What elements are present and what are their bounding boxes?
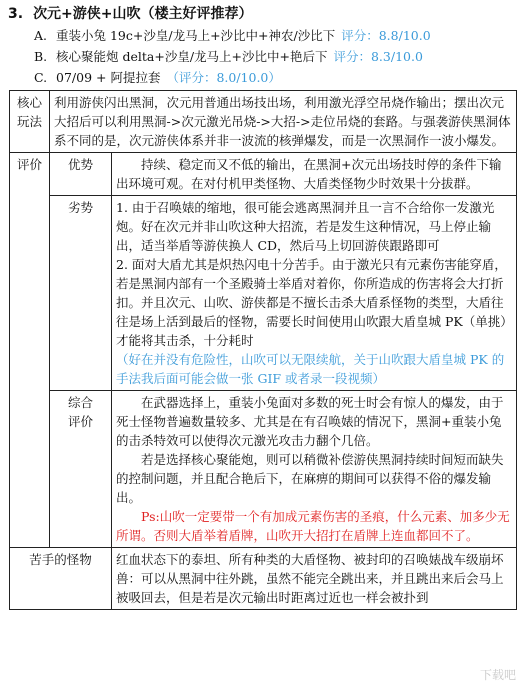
option-letter: B. <box>34 49 48 64</box>
advantage-paragraph: 持续、稳定而又不低的输出，在黑洞+次元出场技时停的条件下输出环境可观。在对付机甲类怪物、大盾类怪物少时效果十分拔群。 <box>116 157 502 191</box>
core-label: 核心玩法 <box>10 91 50 153</box>
option-score: 评分：8.8/10.0 <box>341 28 431 43</box>
evaluation-table <box>9 90 517 610</box>
disadvantage-note: （好在并没有危险性，山吹可以无限续航，关于山吹跟大盾皇城 PK 的手法我后面可能会做一张 GIF 或者录一段视频） <box>116 352 505 386</box>
core-text <box>50 91 517 153</box>
table-row <box>10 548 517 610</box>
summary-text <box>112 391 517 548</box>
summary-label <box>50 391 112 548</box>
option-b <box>34 48 423 66</box>
core-paragraph: 利用游侠闪出黑洞，次元用普通出场技出场，利用激光浮空吊烧作输出；摆出次元大招后可以利用黑洞->次元激光吊烧->大招->走位吊烧的套路。与强袭游侠黑洞体系不同的是，次元游侠体系并非一波流的核弹爆发，而是一次黑洞作一波小爆发。 <box>54 95 511 148</box>
option-letter: C. <box>34 70 48 85</box>
advantage-label: 优势 <box>50 153 112 196</box>
option-score: （评分：8.0/10.0） <box>166 70 281 85</box>
option-text: 重装小兔 19c+沙皇/龙马上+沙比中+神农/沙比下 <box>56 28 336 43</box>
section-heading <box>8 4 253 24</box>
eval-label: 评价 <box>10 153 50 548</box>
watermark-text: 下载吧 <box>479 668 516 682</box>
disadvantage-label: 劣势 <box>50 196 112 391</box>
summary-ps-note: Ps:山吹一定要带一个有加成元素伤害的圣痕，什么元素、加多少无所谓。否则大盾举着盾牌，山吹开大招打在盾牌上连血都回不了。 <box>116 509 510 543</box>
option-text: 核心聚能炮 delta+沙皇/龙马上+沙比中+艳后下 <box>56 49 328 64</box>
summary-paragraph-2: 若是选择核心聚能炮，则可以稍微补偿游侠黑洞持续时间短而缺失的控制问题，并且配合艳后下，在麻痹的期间可以获得不俗的爆发输出。 <box>116 452 504 505</box>
summary-label-line-1: 综合 <box>67 395 93 410</box>
weak-monsters-label: 苦手的怪物 <box>10 548 112 610</box>
summary-label-line-2: 评价 <box>67 414 93 429</box>
option-c <box>34 69 281 87</box>
table-row <box>10 391 517 548</box>
disadvantage-text <box>112 196 517 391</box>
section-number: 3. <box>8 6 24 22</box>
table-row <box>10 153 517 196</box>
weak-monsters-paragraph: 红血状态下的泰坦、所有种类的大盾怪物、被封印的召唤婊战车级崩坏兽：可以从黑洞中往外跳，虽然不能完全跳出来，并且跳出来后会马上被吸回去，但是若是次元输出时距离过近也一样会被扑到 <box>116 552 504 605</box>
option-a <box>34 27 431 45</box>
disadvantage-point-2: 2. 面对大盾尤其是炽热闪电十分苦手。由于激光只有元素伤害能穿盾，若是黑洞内部有一个圣殿骑士举盾对着你，你所造成的伤害将会大打折扣。并且次元、山吹、游侠都是不擅长击杀大盾系怪物的类型，大盾往往是场上活到最后的怪物，需要长时间使用山吹跟大盾皇城 PK（单挑）才能将其击杀，十分耗时 <box>116 257 507 348</box>
summary-paragraph-1: 在武器选择上，重装小兔面对多数的死士时会有惊人的爆发，由于死士怪物普遍数量较多、尤其是在有召唤婊的情况下，黑洞+重装小兔的击杀特效可以使得次元激光攻击力翻个几倍。 <box>116 395 504 448</box>
weak-monsters-text <box>112 548 517 610</box>
section-title: 次元+游侠+山吹（楼主好评推荐） <box>33 6 253 22</box>
disadvantage-point-1: 1. 由于召唤婊的缩地，很可能会逃离黑洞并且一言不合给你一发激光炮。好在次元并非山吹这种大招流，若是发生这种情况，马上停止输出，适当举盾等游侠换人 CD，然后马上切回游侠跟路即可 <box>116 200 495 253</box>
option-text: 07/09 + 阿提拉套 <box>56 70 161 85</box>
option-score: 评分：8.3/10.0 <box>333 49 423 64</box>
table-row <box>10 91 517 153</box>
table-row <box>10 196 517 391</box>
option-letter: A. <box>34 28 48 43</box>
advantage-text <box>112 153 517 196</box>
